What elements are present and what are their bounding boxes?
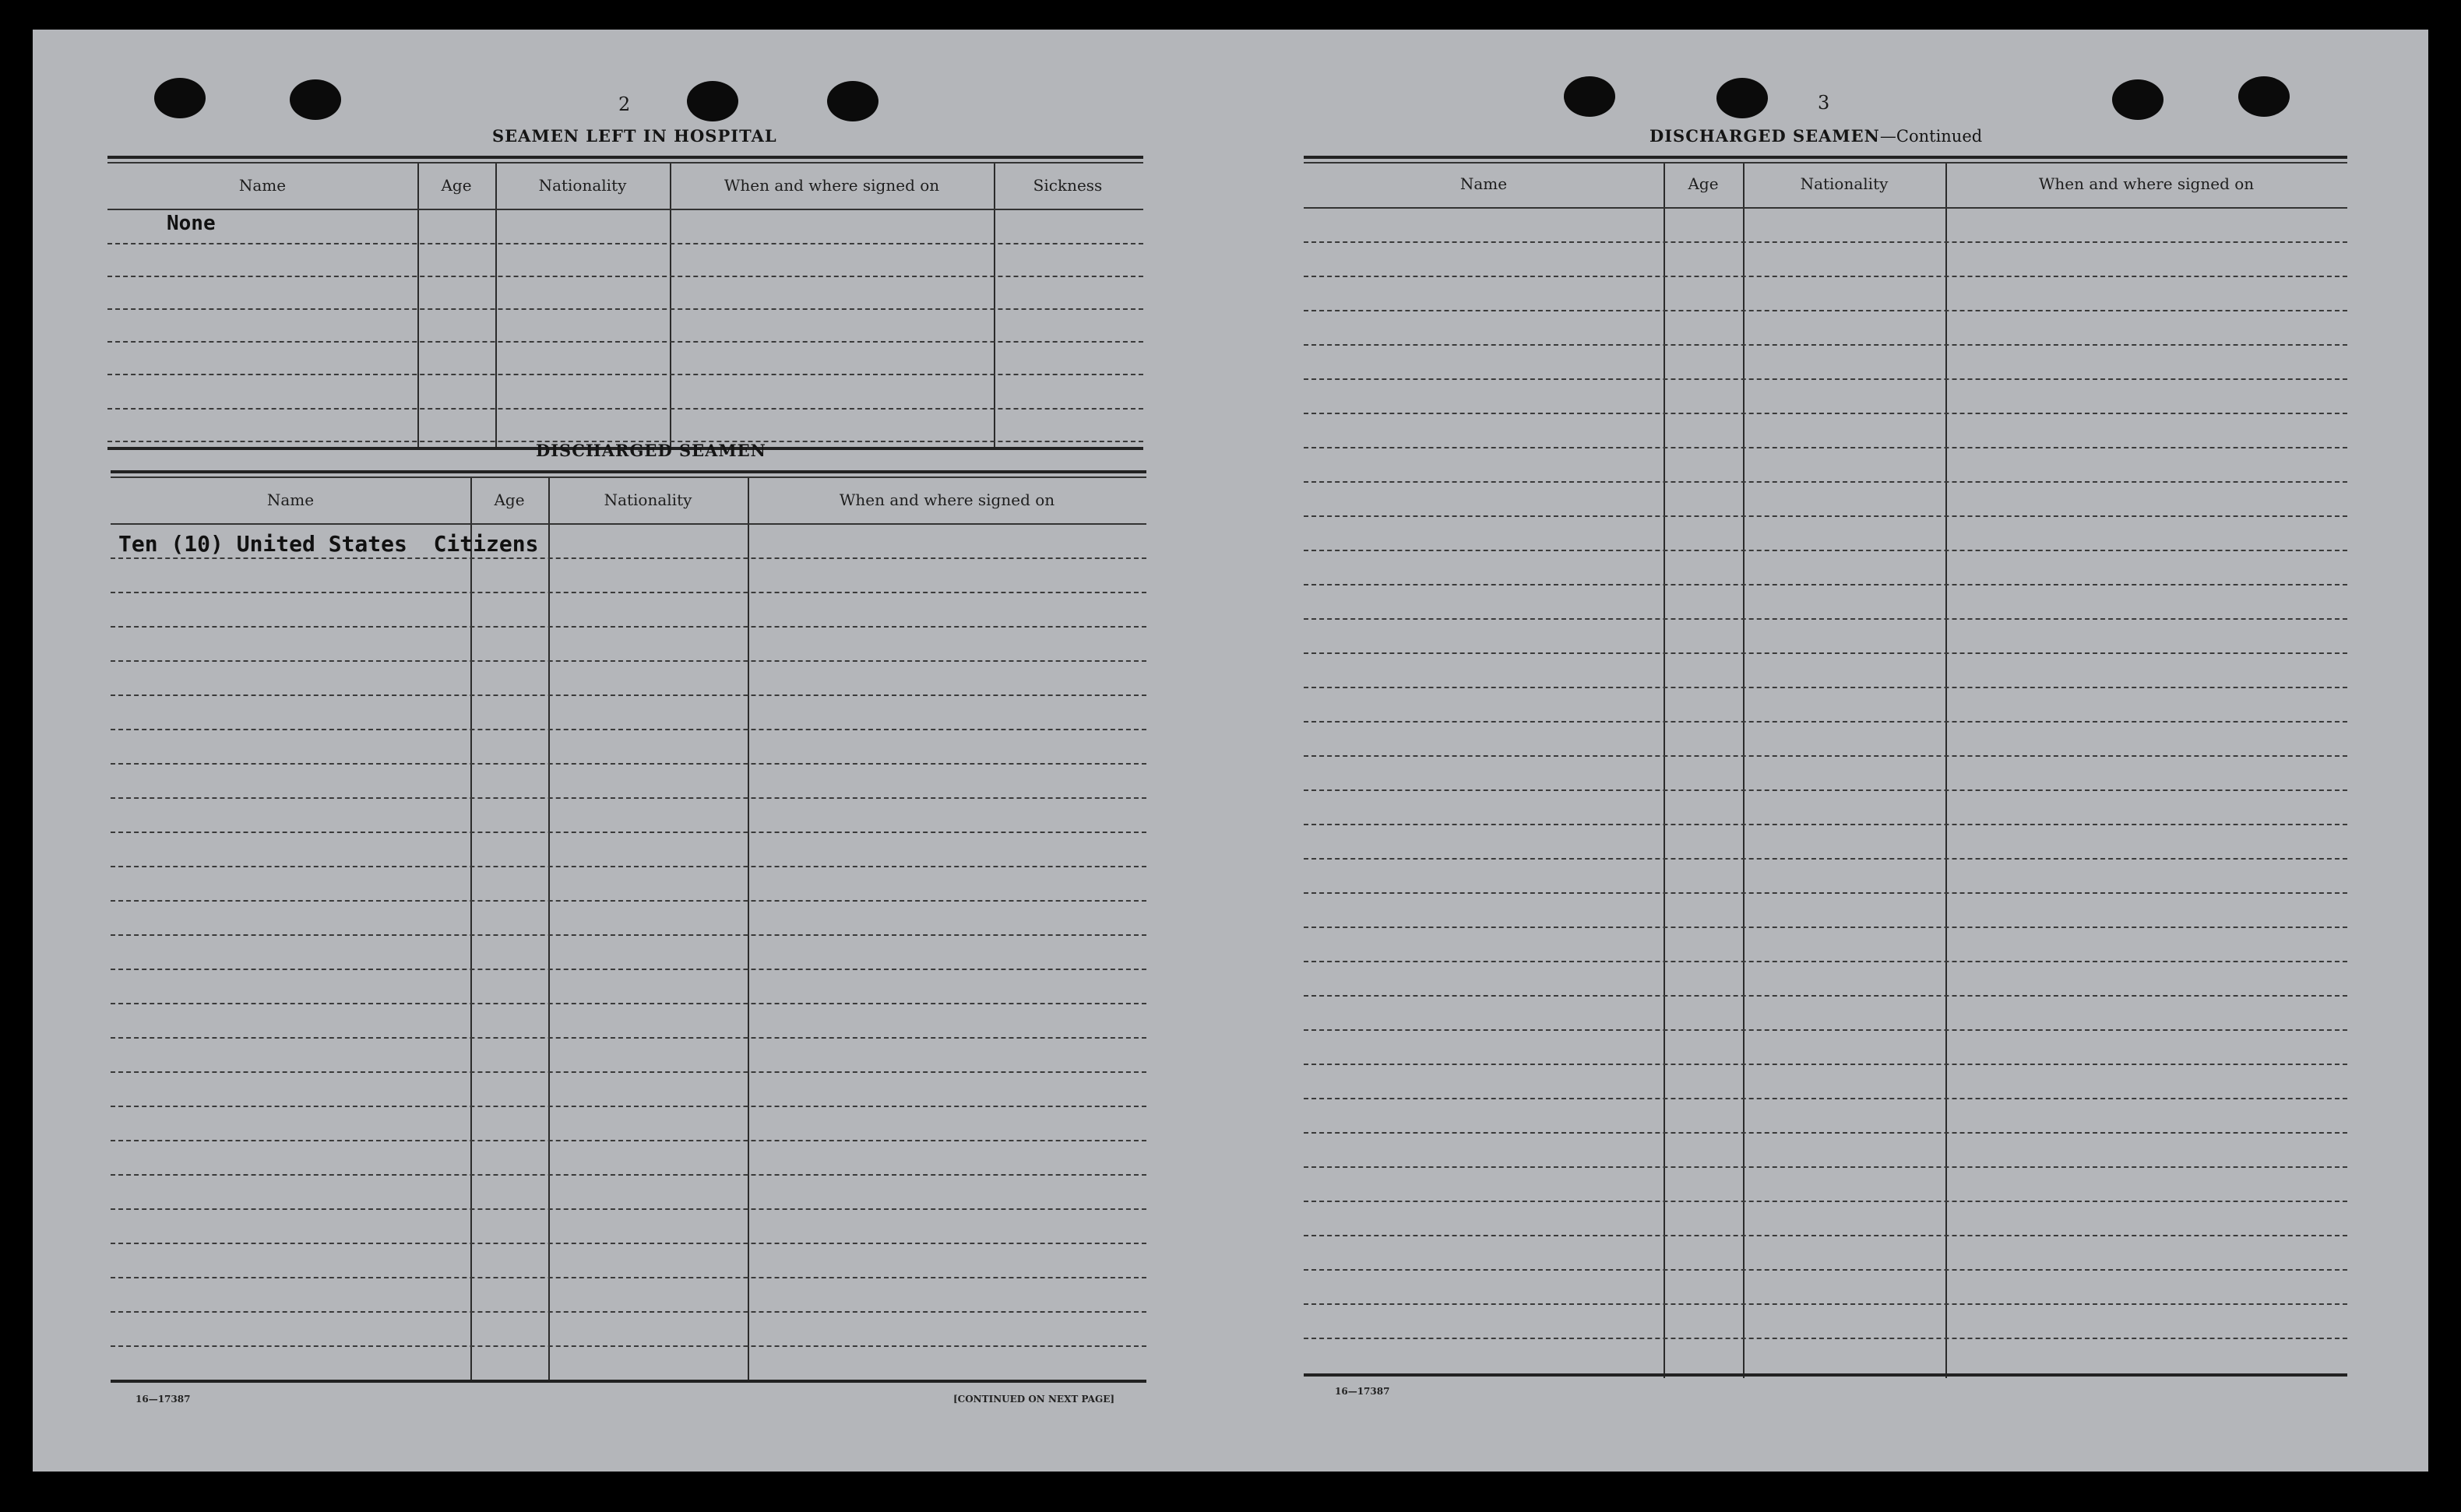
hospital-entry: None [167, 212, 216, 235]
punch-hole [1564, 76, 1615, 117]
column-header-name: Name [1459, 174, 1508, 193]
punch-hole [2112, 79, 2163, 120]
punch-hole [827, 81, 878, 121]
column-header-sickness: Sickness [1033, 176, 1103, 195]
punch-hole [1716, 78, 1768, 118]
column-header-name: Name [266, 491, 315, 509]
column-header-name: Name [238, 176, 287, 195]
column-header-nationality: Nationality [538, 176, 627, 195]
punch-hole [290, 79, 341, 120]
form-number: 16—17387 [1335, 1386, 1390, 1397]
punch-hole [154, 78, 206, 118]
title-main: DISCHARGED SEAMEN [1649, 126, 1880, 146]
title-suffix: —Continued [1879, 127, 1983, 146]
punch-hole [687, 81, 738, 121]
column-header-age: Age [494, 491, 525, 509]
discharged-entry: Ten (10) United States Citizens [118, 531, 539, 557]
page-number: 3 [1818, 92, 1830, 114]
column-header-signed-on: When and where signed on [724, 176, 940, 195]
column-header-signed-on: When and where signed on [839, 491, 1055, 509]
discharged-section-title: DISCHARGED SEAMEN [536, 441, 766, 460]
column-header-nationality: Nationality [1800, 174, 1889, 193]
column-header-age: Age [441, 176, 472, 195]
form-number: 16—17387 [136, 1394, 191, 1405]
punch-hole [2238, 76, 2290, 117]
column-header-nationality: Nationality [604, 491, 692, 509]
page-number: 2 [618, 93, 631, 115]
discharged-continued-title [1649, 126, 1982, 146]
hospital-section-title: SEAMEN LEFT IN HOSPITAL [492, 126, 777, 146]
continued-note: [CONTINUED ON NEXT PAGE] [953, 1394, 1115, 1405]
column-header-age: Age [1688, 174, 1719, 193]
column-header-signed-on: When and where signed on [2038, 174, 2255, 193]
document-sheet [33, 30, 2428, 1472]
